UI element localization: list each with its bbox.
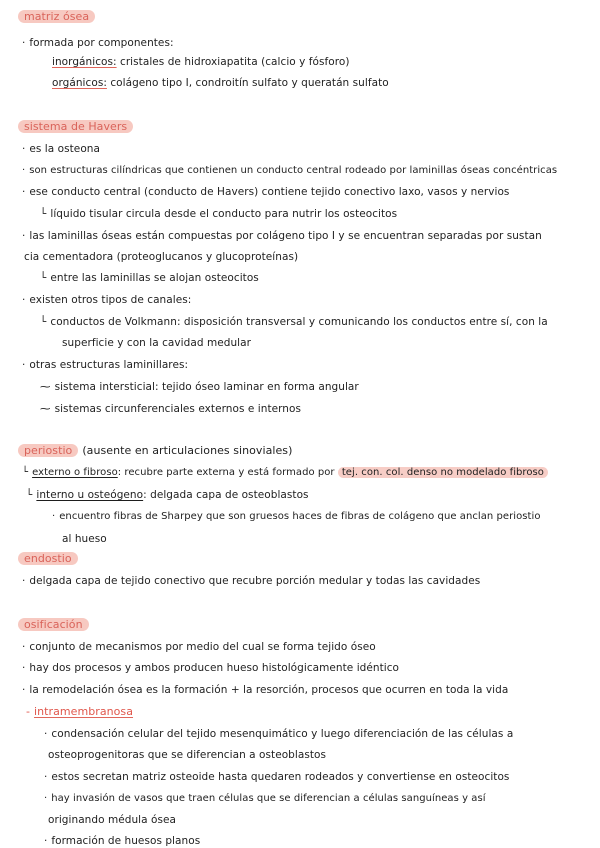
text: hay invasión de vasos que traen células que se diferencian a células sanguíneas y así: [51, 793, 486, 804]
line-havers-11: [22, 358, 188, 372]
text: la remodelación ósea es la formación + la resorción, procesos que ocurren en toda la vida: [29, 684, 509, 696]
line-periostio-4: [62, 532, 107, 546]
line-osif-9: [44, 834, 200, 848]
heading-note: (ausente en articulaciones sinoviales): [82, 444, 293, 457]
text: al hueso: [62, 533, 107, 545]
bullet-glyph: ·: [22, 186, 26, 198]
label-externo: externo o fibroso: [32, 467, 118, 478]
bullet-glyph: ·: [22, 165, 26, 176]
bullet-glyph: ·: [22, 641, 26, 653]
line-havers-4: [40, 207, 397, 221]
text: las laminillas óseas están compuestas por colágeno tipo I y se encuentran separadas por sustan: [29, 230, 542, 242]
bullet-glyph: ·: [22, 294, 26, 306]
text: hay dos procesos y ambos producen hueso histológicamente idéntico: [29, 662, 400, 674]
text: existen otros tipos de canales:: [29, 294, 192, 306]
text: superficie y con la cavidad medular: [62, 337, 251, 349]
line-matriz-organicos: [52, 76, 389, 90]
bullet-glyph: ·: [22, 143, 26, 155]
heading-text: periostio: [18, 444, 78, 457]
bullet-glyph: ·: [22, 230, 26, 242]
line-havers-5: [22, 229, 542, 243]
line-havers-10: [62, 336, 251, 350]
bullet-glyph: ·: [22, 684, 26, 696]
line-havers-9: [40, 315, 548, 329]
label-interno: interno u osteógeno: [36, 489, 144, 501]
line-osif-3: [22, 683, 508, 697]
bullet-glyph: ·: [22, 662, 26, 674]
subheading-text: intramembranosa: [34, 705, 134, 718]
line-osif-8: [48, 813, 176, 827]
arrow-glyph: └: [26, 489, 33, 501]
line-matriz-1: [22, 36, 174, 50]
text: colágeno tipo I, condroitín sulfato y queratán sulfato: [106, 77, 389, 89]
dash-glyph: -: [26, 705, 31, 718]
line-periostio-interno: [26, 488, 309, 502]
line-havers-3: [22, 185, 509, 199]
line-osif-5: [48, 748, 326, 762]
text: encuentro fibras de Sharpey que son gruesos haces de fibras de colágeno que anclan periostio: [59, 511, 541, 522]
line-havers-12: [40, 380, 359, 394]
text: conjunto de mecanismos por medio del cual se forma tejido óseo: [29, 641, 376, 653]
line-havers-8: [22, 293, 191, 307]
bullet-glyph: ·: [44, 793, 48, 804]
tilde-arrow-glyph: ⁓: [40, 403, 51, 415]
text: ese conducto central (conducto de Havers) contiene tejido conectivo laxo, vasos y nervios: [29, 186, 510, 198]
bullet-glyph: ·: [22, 575, 26, 587]
highlight-tejido: tej. con. col. denso no modelado fibroso: [338, 467, 548, 478]
line-havers-2: [22, 164, 557, 178]
line-endostio-1: [22, 574, 480, 588]
text: sistema intersticial: tejido óseo laminar en forma angular: [54, 381, 359, 393]
label-organicos: orgánicos:: [52, 77, 107, 89]
subheading-intramembranosa: [26, 705, 133, 719]
text: es la osteona: [29, 143, 100, 155]
text: originando médula ósea: [48, 814, 176, 826]
bullet-glyph: ·: [52, 511, 56, 522]
arrow-glyph: └: [40, 208, 47, 220]
heading-text: sistema de Havers: [18, 120, 133, 133]
text: delgada capa de tejido conectivo que recubre porción medular y todas las cavidades: [29, 575, 481, 587]
text: entre las laminillas se alojan osteocitos: [50, 272, 259, 284]
text: sistemas circunferenciales externos e internos: [54, 403, 302, 415]
line-osif-1: [22, 640, 376, 654]
text: : delgada capa de osteoblastos: [143, 489, 309, 501]
line-matriz-inorganicos: [52, 55, 350, 69]
text: formada por componentes:: [29, 37, 174, 49]
text: líquido tisular circula desde el conducto para nutrir los osteocitos: [50, 208, 398, 220]
text: son estructuras cilíndricas que contienen un conducto central rodeado por laminillas óseas concéntricas: [29, 165, 558, 176]
arrow-glyph: └: [22, 467, 29, 478]
text: cia cementadora (proteoglucanos y glucoproteínas): [24, 251, 299, 263]
label-inorganicos: inorgánicos:: [52, 56, 117, 68]
text: cristales de hidroxiapatita (calcio y fósforo): [116, 56, 350, 68]
text: formación de huesos planos: [51, 835, 201, 847]
heading-text: endostio: [18, 552, 78, 565]
heading-endostio: [18, 552, 78, 566]
line-havers-13: [40, 402, 301, 416]
arrow-glyph: └: [40, 316, 47, 328]
bullet-glyph: ·: [44, 728, 48, 740]
heading-periostio: [18, 444, 292, 458]
heading-text: osificación: [18, 618, 89, 631]
arrow-glyph: └: [40, 272, 47, 284]
text: osteoprogenitoras que se diferencian a osteoblastos: [48, 749, 327, 761]
heading-matriz-osea: [18, 10, 95, 24]
bullet-glyph: ·: [22, 359, 26, 371]
tilde-arrow-glyph: ⁓: [40, 381, 51, 393]
bullet-glyph: ·: [22, 37, 26, 49]
heading-text: matriz ósea: [18, 10, 95, 23]
text: : recubre parte externa y está formado por: [117, 467, 338, 478]
line-osif-4: [44, 727, 513, 741]
line-osif-2: [22, 661, 399, 675]
line-havers-6: [24, 250, 298, 264]
text: condensación celular del tejido mesenquimático y luego diferenciación de las células a: [51, 728, 514, 740]
line-osif-7: [44, 792, 486, 806]
text: estos secretan matriz osteoide hasta quedaren rodeados y convertiense en osteocitos: [51, 771, 510, 783]
bullet-glyph: ·: [44, 771, 48, 783]
text: conductos de Volkmann: disposición transversal y comunicando los conductos entre sí, con la: [50, 316, 548, 328]
line-osif-6: [44, 770, 509, 784]
bullet-glyph: ·: [44, 835, 48, 847]
line-havers-1: [22, 142, 100, 156]
heading-sistema-havers: [18, 120, 133, 134]
line-havers-7: [40, 271, 259, 285]
heading-osificacion: [18, 618, 89, 632]
line-periostio-externo: [22, 466, 548, 480]
line-periostio-3: [52, 510, 541, 524]
text: otras estructuras laminillares:: [29, 359, 189, 371]
